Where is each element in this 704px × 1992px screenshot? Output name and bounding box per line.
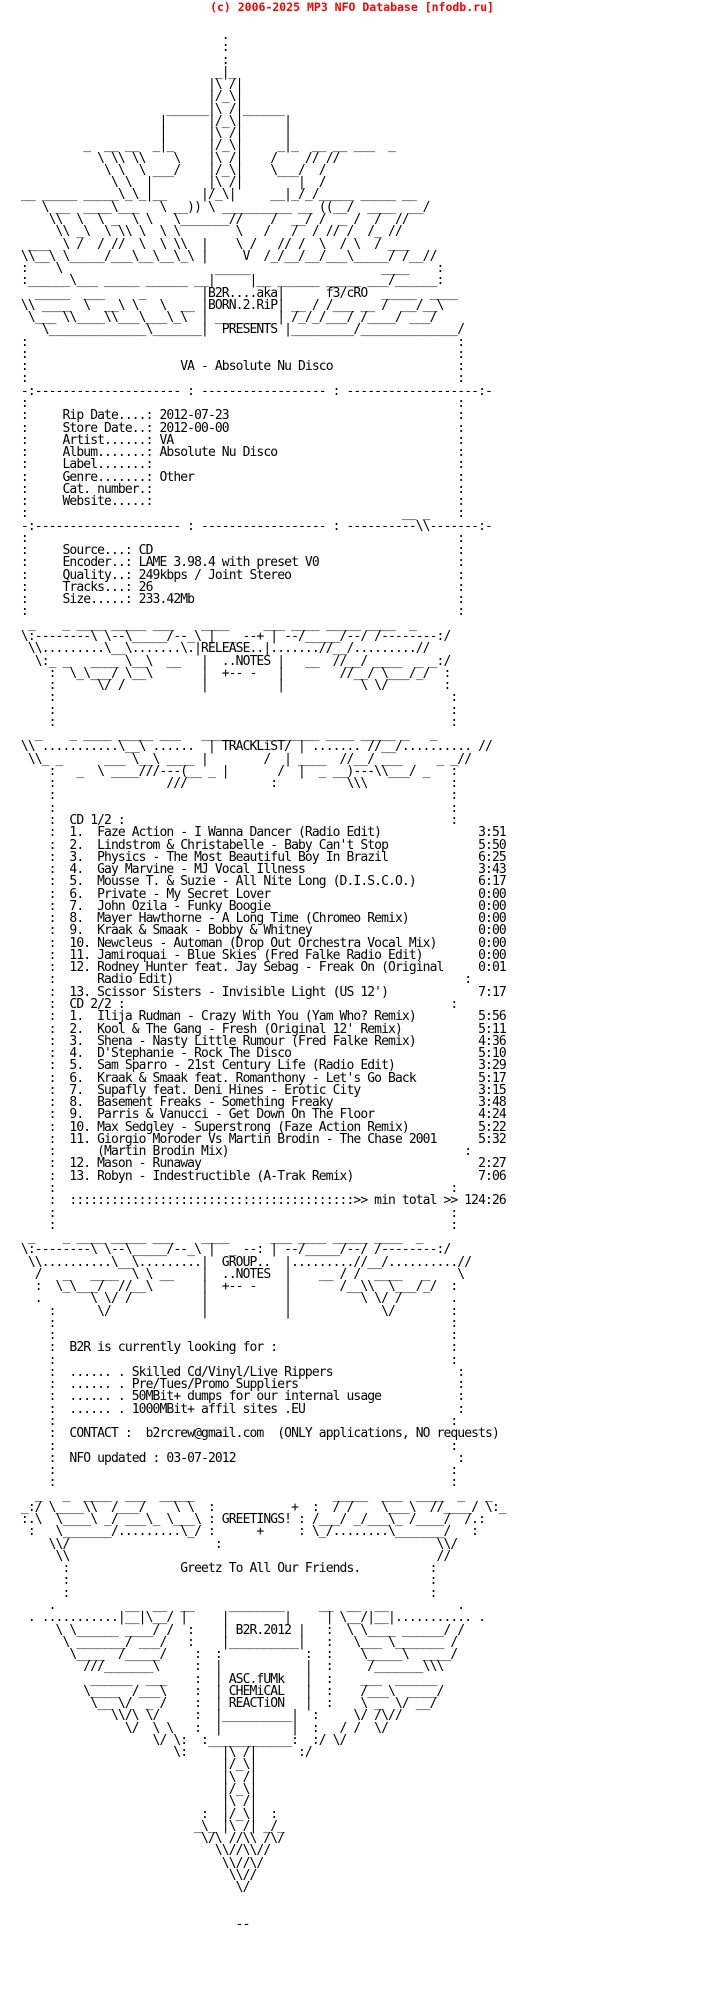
nfo-line: ______|\ /|______	[14, 101, 285, 117]
nfo-line: : :	[14, 1205, 458, 1221]
nfo-text	[14, 30, 506, 1931]
nfo-line: : Encoder..: LAME 3.98.4 with preset V0 :	[14, 555, 465, 571]
nfo-line: : :	[14, 346, 465, 362]
nfo-line: : Album.......: Absolute Nu Disco :	[14, 445, 465, 461]
nfo-line: : :	[14, 1438, 458, 1454]
nfo-line: \\ ...........\__\ ...... | TRACKLiST/ | ....... //__/.......... //	[14, 739, 492, 755]
nfo-line: \ _______/ ___/ : |__________| : \___ \_______ /	[14, 1634, 458, 1650]
nfo-line: _ __ __ _|_ |/_\| _|_ __ __ ___ _	[14, 138, 395, 154]
nfo-line: : \_\___/ \__\ | +-- - | //__/ \___/_/ :	[14, 665, 451, 681]
nfo-line: : 10. Newcleus - Automan (Drop Out Orchestra Vocal Mix) 0:00	[14, 935, 506, 951]
nfo-line: |/_\|	[14, 1781, 257, 1797]
site-header[interactable]: (c) 2006-2025 MP3 NFO Database [nfodb.ru]	[210, 0, 494, 14]
nfo-line: : \ _____ ____ :	[14, 261, 444, 277]
nfo-line: : (Martin Brodin Mix) :	[14, 1144, 472, 1160]
nfo-line: : 11. Jamiroquai - Blue Skies (Fred Falke Radio Edit) 0:00	[14, 947, 506, 963]
nfo-line: : /// : \\\ :	[14, 776, 458, 792]
nfo-line: \:--------\ \--\_____/--_\ | _ --: | --/_____/--/ /--------:/	[14, 1242, 451, 1258]
nfo-line: : Genre.......: Other :	[14, 469, 465, 485]
nfo-line: _ _ ____ _____ ___ ____ ___ ____ _____ ____ _	[14, 616, 416, 632]
nfo-line: \:--------\ \--\_____/--_\ | _ --+ | --/_____/--/ /--------:/	[14, 629, 451, 645]
nfo-line: \ \ \ ___/ |/_\| \___/ /	[14, 162, 326, 178]
nfo-line: : :	[14, 690, 458, 706]
nfo-line: | |/_\| |	[14, 113, 292, 129]
nfo-line: . ...........|__|\__/ | | | | \__/|__|........... .	[14, 1610, 486, 1626]
nfo-line: \___ \\____\\___\___\_\ | ________ | /_/_/___/ /____/ ___/	[14, 310, 437, 326]
nfo-line: \\//\/	[14, 1855, 264, 1871]
nfo-line: \ \ | |\ /| | /	[14, 175, 326, 191]
nfo-line: : ...... . Skilled Cd/Vinyl/Live Rippers :	[14, 1364, 465, 1380]
nfo-line: :______\___ _____ ______ __| |__ ______ _____ ___/______:	[14, 273, 444, 289]
nfo-line: . \ \/ / | | \ \/ / .	[14, 1291, 458, 1307]
nfo-line: : :	[14, 702, 458, 718]
nfo-line: : 3. Shena - Nasty Little Rumour (Fred Falke Remix) 4:36	[14, 1033, 506, 1049]
nfo-line: \\.........\__\.......\.|RELEASE..|.......//__/.........//	[14, 641, 430, 657]
nfo-line: : 7. Supafly feat. Deni Hines - Erotic City 3:15	[14, 1082, 506, 1098]
nfo-line: . __ __ __ ________ __ __ __ .	[14, 1598, 465, 1613]
nfo-line: : __ _ :	[14, 506, 465, 522]
nfo-line: .	[14, 28, 229, 43]
nfo-line: : 9. Kraak & Smaak - Bobby & Whitney 0:00	[14, 923, 506, 939]
nfo-line: : NFO updated : 03-07-2012 :	[14, 1450, 465, 1466]
nfo-line: |\ /|	[14, 1794, 257, 1810]
nfo-line: : Radio Edit) :	[14, 972, 472, 988]
nfo-line: _____ ___ _ |B2R....aka| f3/cRO _____ ____	[14, 285, 458, 301]
nfo-line: \/\ //\\ /\/	[14, 1831, 285, 1847]
nfo-line: : CD 1/2 : :	[14, 813, 458, 828]
nfo-line: : :	[14, 334, 465, 350]
nfo-line: : :	[14, 1573, 437, 1589]
nfo-line: : 2. Lindstrom & Christabelle - Baby Can't Stop 5:50	[14, 837, 506, 853]
nfo-line: \/ \ \ : | | : / / \/	[14, 1720, 389, 1736]
nfo-line: : 4. Gay Marvine - MJ Vocal Illness 3:43	[14, 862, 506, 878]
nfo-line: \\ //	[14, 1548, 451, 1564]
nfo-line: ///_______\ : | | : /_______\\\	[14, 1659, 444, 1675]
nfo-line: : Store Date..: 2012-00-00 :	[14, 420, 465, 436]
nfo-line: \\..........\__\.........| GROUP.. |.........//__/..........//	[14, 1254, 472, 1270]
nfo-line: : VA - Absolute Nu Disco :	[14, 359, 465, 375]
nfo-line: --	[14, 1916, 250, 1932]
nfo-line: | |\ /| |	[14, 126, 292, 142]
nfo-line: : Rip Date....: 2012-07-23 :	[14, 408, 465, 424]
nfo-line: : :	[14, 714, 458, 730]
nfo-line: \____ /_____/ : : : : \_____\ ____/	[14, 1647, 458, 1663]
nfo-line: : :	[14, 1328, 458, 1344]
nfo-line: : 8. Mayer Hawthorne - A Long Time (Chromeo Remix) 0:00	[14, 911, 506, 927]
nfo-line: \:_ _ ____ \__\ __ | ..NOTES | __ //__/ ____ _ _:/	[14, 653, 451, 669]
nfo-line: \: |\ /| :/	[14, 1745, 312, 1761]
nfo-line: : 2. Kool & The Gang - Fresh (Original 12' Remix) 5:11	[14, 1021, 506, 1037]
nfo-line: : Cat. number.: :	[14, 481, 465, 497]
nfo-line: : \_\___/ //__\ | +-- - | /__\\ \___/_/ :	[14, 1279, 458, 1295]
nfo-line: \\__\ \_____/___\__\__\_\ | V /_/__/__/___\_____/ /__//	[14, 248, 437, 264]
nfo-line: : \/ / | | \ \/ :	[14, 678, 451, 694]
nfo-line: \\/ : \\/	[14, 1536, 458, 1552]
nfo-line: : Size.....: 233.42Mb :	[14, 592, 465, 608]
nfo-line: \ \\ \\ \ |\ /| / // //	[14, 150, 340, 166]
nfo-line: : 5. Mousse T. & Suzie - All Nite Long (D.I.S.C.O.) 6:17	[14, 874, 506, 890]
nfo-line: : 12. Rodney Hunter feat. Jay Sebag - Freak On (Original 0:01	[14, 960, 506, 976]
nfo-line: |/_\|	[14, 89, 243, 105]
nfo-line: : 1. Faze Action - I Wanna Dancer (Radio Edit) 3:51	[14, 825, 506, 841]
nfo-line: : 9. Parris & Vanucci - Get Down On The Floor 4:24	[14, 1107, 506, 1123]
nfo-line: : CONTACT : b2rcrew@gmail.com (ONLY applications, NO requests)	[14, 1426, 499, 1442]
nfo-line: ______ ___ : | ASC.fUMk | : ___ ______	[14, 1671, 437, 1687]
nfo-line: -:--------------------- : ------------------ : -------------------:-	[14, 383, 492, 399]
nfo-line: : \/ | | \/ :	[14, 1303, 458, 1319]
nfo-line: : 11. Giorgio Moroder Vs Martin Brodin - The Chase 2001 5:32	[14, 1131, 506, 1147]
nfo-line: : :	[14, 1217, 458, 1233]
nfo-line: : :	[14, 530, 465, 546]
nfo-line: ___ \ / / // \ \ \\ | \ / // / \ / \ / ___	[14, 236, 409, 252]
nfo-line: : :	[14, 1463, 458, 1479]
nfo-line: : 13. Scissor Sisters - Invisible Light (US 12') 7:17	[14, 984, 506, 1000]
nfo-line: \\ _\ \ \\ \ \ \ \ / / / // / /_ //	[14, 224, 402, 240]
nfo-line: \/	[14, 1880, 250, 1896]
nfo-line: _ _ ____ ___ _____ _____ ___ ____ _ _	[14, 1487, 492, 1503]
nfo-line: : Source...: CD :	[14, 543, 465, 559]
nfo-line: : :	[14, 1315, 458, 1331]
nfo-line: -:--------------------- : ------------------ : ----------\\-------:-	[14, 518, 492, 534]
nfo-line: : :	[14, 1585, 437, 1601]
nfo-line: : :	[14, 1352, 458, 1368]
nfo-line: : Label.......: :	[14, 457, 465, 473]
nfo-line: : |/_\| :	[14, 1806, 278, 1822]
nfo-line: \\ ____ \ __\ \ \ __ |BORN.2.RiP| __ / /___ __ / __/__\	[14, 297, 444, 313]
nfo-line: : 6. Private - My Secret Lover 0:00	[14, 886, 506, 902]
nfo-line: \ \______ ____/ / : | B2R.2012 | : \ \____ ______/ /	[14, 1622, 465, 1638]
nfo-line: _ _ ____ _____ ___ ____ ___ ____ _____ ____ _	[14, 1230, 423, 1246]
nfo-line: : 7. John Ozila - Funky Boogie 0:00	[14, 898, 506, 914]
nfo-line: : :	[14, 788, 458, 804]
nfo-line: : 3. Physics - The Most Beautiful Boy In Brazil 6:25	[14, 849, 506, 865]
nfo-line: : ...... . Pre/Tues/Promo Suppliers :	[14, 1377, 465, 1393]
nfo-line: : :	[14, 371, 465, 387]
nfo-line: |\ /|	[14, 77, 243, 93]
nfo-line: : ...... . 50MBit+ dumps for our internal usage :	[14, 1389, 465, 1405]
nfo-line: \/ \: :____________: :/ \/	[14, 1732, 347, 1748]
nfo-line: _:/ \____\\ /___/ \ \ : + : / / \___\ //____/ \:_	[14, 1499, 506, 1515]
nfo-line: : :	[14, 604, 465, 620]
nfo-line: |/_\|	[14, 1757, 257, 1773]
nfo-line: : CD 2/2 : :	[14, 996, 458, 1012]
nfo-line: \\ \ \ _ \ \ \_______// / __/ / _ / / //	[14, 211, 409, 227]
nfo-line: \______________\_______| PRESENTS |_________/______________/	[14, 322, 465, 338]
nfo-line: : :	[14, 800, 458, 816]
nfo-line: : 6. Kraak & Smaak feat. Romanthony - Let's Go Back 5:17	[14, 1070, 506, 1086]
nfo-line: \\//	[14, 1867, 257, 1883]
nfo-line: : Greetz To All Our Friends. :	[14, 1561, 437, 1577]
nfo-line: _ _ ____ _____ ___ _____ ___ _____ ____ _____ _ _	[14, 727, 437, 743]
nfo-line: : ...... . 1000MBit+ affil sites .EU :	[14, 1401, 465, 1417]
nfo-line: : 10. Max Sedgley - Superstrong (Faze Action Remix) 5:22	[14, 1119, 506, 1135]
nfo-line: _|_	[14, 64, 236, 80]
nfo-line: : _ \ ____///---(__ _ | / | _ __)---\\___/ _ :	[14, 763, 458, 779]
nfo-line: : Quality..: 249kbps / Joint Stereo :	[14, 567, 465, 583]
nfo-line: : 13. Robyn - Indestructible (A-Trak Remix) 7:06	[14, 1168, 506, 1184]
nfo-line: \____ /___\ : | CHEMiCAL | : /___\ ____/	[14, 1683, 444, 1699]
nfo-line: \ __ ____\___ \ __)) \ __________ __ ((__/ ____ __/	[14, 199, 430, 215]
nfo-line: \\//\\//	[14, 1843, 271, 1859]
nfo-line: : Artist......: VA :	[14, 432, 465, 448]
nfo-line: :	[14, 52, 229, 68]
nfo-line: : :::::::::::::::::::::::::::::::::::::::::>> min total >> 124:26	[14, 1193, 506, 1209]
nfo-line: : :	[14, 1475, 458, 1491]
nfo-line: \\_ _ ___ \__\ ____ | / | ____ //__/ ___ _ _//	[14, 751, 472, 767]
nfo-line: : :	[14, 1414, 458, 1430]
nfo-line: : 4. D'Stephanie - Rock The Disco 5:10	[14, 1046, 506, 1062]
nfo-line: : :	[14, 395, 465, 411]
nfo-line: : 5. Sam Sparro - 21st Century Life (Radio Edit) 3:29	[14, 1058, 506, 1074]
nfo-line: \\/\ \/ : |__________| : \/ /\//	[14, 1708, 402, 1724]
nfo-line: : \_______/.........\_/ : + : \_/........\_______/ :	[14, 1524, 479, 1540]
nfo-line: : B2R is currently looking for : :	[14, 1340, 458, 1356]
nfo-line: _\_ |\ /| _/_	[14, 1818, 285, 1834]
nfo-line: : 8. Basement Freaks - Something Freaky 3:48	[14, 1095, 506, 1111]
nfo-line: :	[14, 40, 229, 56]
nfo-line: |\ /|	[14, 1769, 257, 1785]
nfo-line: __ _____ _____\_\_|__ |/_\| __|_/_/_____ _____ __	[14, 187, 416, 203]
nfo-line: : 12. Mason - Runaway 2:27	[14, 1156, 506, 1172]
nfo-line: : Tracks...: 26 :	[14, 579, 465, 595]
nfo-line: : Website.....: :	[14, 494, 465, 510]
nfo-line: / _ ____ \ \ __ | ..NOTES | __ / / ____ _ \	[14, 1266, 465, 1282]
nfo-line: \__ \/ _ / : | REACTiON | : \ _ \/ __/	[14, 1696, 437, 1712]
nfo-line: :.\ \____\ _/ ___\_ \___\ : GREETINGS! : /___/ _/___\_ /____/ /.:	[14, 1512, 486, 1528]
nfo-line: : :	[14, 1180, 458, 1196]
nfo-line: : 1. Ilija Rudman - Crazy With You (Yam Who? Remix) 5:56	[14, 1009, 506, 1025]
